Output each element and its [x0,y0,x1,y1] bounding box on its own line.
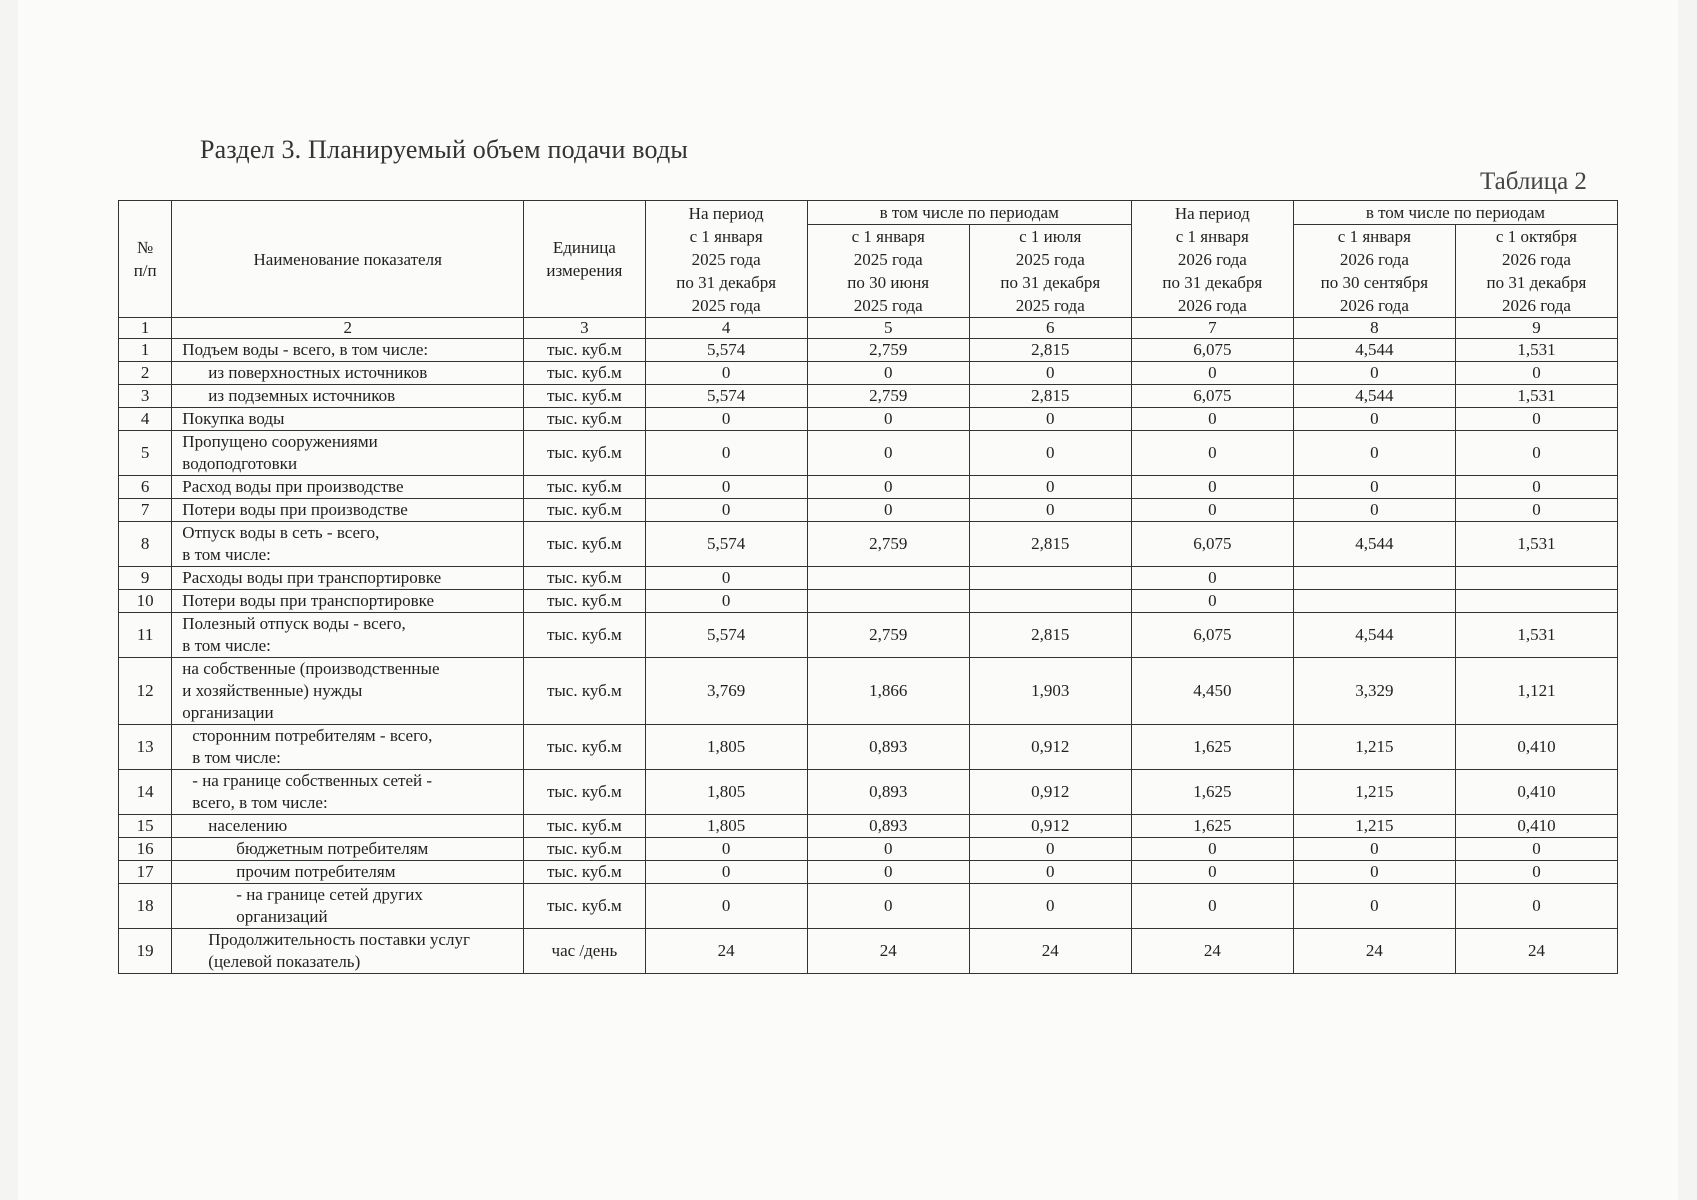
value-cell: 1,805 [645,770,807,815]
value-cell: 0 [807,408,969,431]
table-row [119,339,1618,362]
value-cell: 5,574 [645,385,807,408]
table-row [119,770,1618,815]
value-cell: 1,903 [969,658,1131,725]
table-row [119,658,1618,725]
value-cell: 4,544 [1293,613,1455,658]
value-cell: 0 [1131,476,1293,499]
table-row [119,884,1618,929]
water-supply-table [118,200,1618,974]
value-cell: 2,759 [807,385,969,408]
value-cell: 6,075 [1131,339,1293,362]
value-cell: 4,544 [1293,339,1455,362]
unit-cell: тыс. куб.м [524,567,646,590]
value-cell: 0 [1293,362,1455,385]
row-number: 6 [119,476,172,499]
value-cell: 1,531 [1455,385,1617,408]
value-cell: 2,815 [969,613,1131,658]
value-cell: 0 [969,884,1131,929]
row-number: 7 [119,499,172,522]
value-cell: 0 [645,431,807,476]
column-number: 9 [1455,318,1617,339]
value-cell: 0 [1293,884,1455,929]
table-row [119,385,1618,408]
unit-cell: тыс. куб.м [524,522,646,567]
table-row [119,431,1618,476]
indicator-name: Подъем воды - всего, в том числе: [172,339,524,362]
indicator-name: прочим потребителям [172,861,524,884]
value-cell: 0 [645,362,807,385]
value-cell: 5,574 [645,613,807,658]
indicator-name: Продолжительность поставки услуг (целевой показатель) [172,929,524,974]
row-number: 15 [119,815,172,838]
header-h1-2026: с 1 января 2026 года по 30 сентября 2026 года [1293,225,1455,318]
header-num: № п/п [119,201,172,318]
header-h2-2025: с 1 июля 2025 года по 31 декабря 2025 года [969,225,1131,318]
row-number: 19 [119,929,172,974]
unit-cell: тыс. куб.м [524,838,646,861]
value-cell: 0 [645,499,807,522]
indicator-name: - на границе сетей других организаций [172,884,524,929]
value-cell: 0 [1293,861,1455,884]
value-cell: 3,329 [1293,658,1455,725]
value-cell [969,567,1131,590]
value-cell: 0 [807,476,969,499]
value-cell: 0 [1455,884,1617,929]
value-cell [1293,567,1455,590]
indicator-name: Отпуск воды в сеть - всего, в том числе: [172,522,524,567]
value-cell: 3,769 [645,658,807,725]
indicator-name: из поверхностных источников [172,362,524,385]
value-cell: 0 [1293,476,1455,499]
value-cell: 1,625 [1131,815,1293,838]
unit-cell: тыс. куб.м [524,499,646,522]
value-cell [807,590,969,613]
value-cell: 0 [807,884,969,929]
unit-cell: тыс. куб.м [524,725,646,770]
value-cell: 4,544 [1293,522,1455,567]
value-cell: 1,531 [1455,339,1617,362]
indicator-name: Покупка воды [172,408,524,431]
value-cell: 0 [807,362,969,385]
value-cell: 0,912 [969,770,1131,815]
value-cell: 6,075 [1131,385,1293,408]
value-cell: 0,912 [969,815,1131,838]
value-cell: 0 [1131,431,1293,476]
row-number: 2 [119,362,172,385]
value-cell: 0 [1293,408,1455,431]
unit-cell: тыс. куб.м [524,362,646,385]
indicator-name: Расход воды при производстве [172,476,524,499]
row-number: 18 [119,884,172,929]
indicator-name: - на границе собственных сетей - всего, в том числе: [172,770,524,815]
value-cell: 4,544 [1293,385,1455,408]
value-cell: 1,866 [807,658,969,725]
value-cell: 0 [1131,408,1293,431]
row-number: 10 [119,590,172,613]
value-cell: 2,759 [807,613,969,658]
row-number: 14 [119,770,172,815]
value-cell: 0,893 [807,725,969,770]
value-cell: 4,450 [1131,658,1293,725]
indicator-name: Полезный отпуск воды - всего, в том числе: [172,613,524,658]
column-number: 2 [172,318,524,339]
column-number: 7 [1131,318,1293,339]
unit-cell: тыс. куб.м [524,408,646,431]
table-row [119,929,1618,974]
value-cell: 1,215 [1293,815,1455,838]
value-cell: 2,815 [969,385,1131,408]
value-cell: 0 [969,838,1131,861]
indicator-name: бюджетным потребителям [172,838,524,861]
value-cell: 1,805 [645,725,807,770]
value-cell: 0 [645,476,807,499]
header-row-1 [119,201,1618,225]
column-number: 8 [1293,318,1455,339]
value-cell: 0 [645,861,807,884]
value-cell [1455,567,1617,590]
row-number: 11 [119,613,172,658]
value-cell: 24 [645,929,807,974]
unit-cell: тыс. куб.м [524,658,646,725]
unit-cell: тыс. куб.м [524,884,646,929]
unit-cell: тыс. куб.м [524,815,646,838]
value-cell: 24 [1131,929,1293,974]
value-cell: 2,815 [969,339,1131,362]
table-row [119,567,1618,590]
value-cell: 2,759 [807,339,969,362]
indicator-name: сторонним потребителям - всего, в том числе: [172,725,524,770]
row-number: 5 [119,431,172,476]
header-period-2025: На период с 1 января 2025 года по 31 декабря 2025 года [645,201,807,318]
value-cell: 24 [1293,929,1455,974]
table-row [119,522,1618,567]
header-period-2026: На период с 1 января 2026 года по 31 декабря 2026 года [1131,201,1293,318]
row-number: 16 [119,838,172,861]
value-cell: 0 [1455,431,1617,476]
value-cell: 0 [1131,590,1293,613]
value-cell: 0 [969,431,1131,476]
table-row [119,590,1618,613]
value-cell: 0 [807,499,969,522]
table-row [119,838,1618,861]
value-cell: 0 [969,499,1131,522]
indicator-name: Потери воды при производстве [172,499,524,522]
value-cell: 24 [1455,929,1617,974]
value-cell: 0 [1131,567,1293,590]
header-h1-2025: с 1 января 2025 года по 30 июня 2025 года [807,225,969,318]
value-cell: 0 [807,861,969,884]
row-number: 12 [119,658,172,725]
table-row [119,408,1618,431]
header-name: Наименование показателя [172,201,524,318]
value-cell: 0 [1455,499,1617,522]
value-cell: 1,625 [1131,770,1293,815]
value-cell: 0,410 [1455,770,1617,815]
value-cell: 0,912 [969,725,1131,770]
value-cell: 0 [1455,408,1617,431]
value-cell: 0,410 [1455,815,1617,838]
value-cell: 0 [1293,431,1455,476]
value-cell: 24 [969,929,1131,974]
value-cell: 6,075 [1131,613,1293,658]
indicator-name: населению [172,815,524,838]
value-cell [969,590,1131,613]
value-cell: 0 [1455,838,1617,861]
column-number: 4 [645,318,807,339]
value-cell: 1,121 [1455,658,1617,725]
value-cell [1455,590,1617,613]
value-cell [1293,590,1455,613]
value-cell: 0 [1131,838,1293,861]
table-row [119,499,1618,522]
value-cell: 0 [645,567,807,590]
value-cell: 0 [807,838,969,861]
value-cell: 0 [1455,861,1617,884]
value-cell: 0 [1131,362,1293,385]
value-cell: 1,215 [1293,770,1455,815]
value-cell: 0 [969,362,1131,385]
row-number: 17 [119,861,172,884]
table-row [119,476,1618,499]
value-cell: 0 [1455,362,1617,385]
value-cell: 6,075 [1131,522,1293,567]
value-cell: 0 [969,861,1131,884]
unit-cell: час /день [524,929,646,974]
row-number: 13 [119,725,172,770]
row-number: 4 [119,408,172,431]
value-cell: 0,410 [1455,725,1617,770]
table-row [119,725,1618,770]
value-cell: 1,215 [1293,725,1455,770]
column-number: 6 [969,318,1131,339]
value-cell: 1,625 [1131,725,1293,770]
unit-cell: тыс. куб.м [524,431,646,476]
value-cell: 0 [969,408,1131,431]
unit-cell: тыс. куб.м [524,770,646,815]
value-cell: 1,531 [1455,613,1617,658]
row-number: 8 [119,522,172,567]
value-cell: 0 [645,590,807,613]
column-number: 1 [119,318,172,339]
value-cell: 1,531 [1455,522,1617,567]
value-cell [807,567,969,590]
indicator-name: на собственные (производственные и хозяйственные) нужды организации [172,658,524,725]
table-row [119,613,1618,658]
row-number: 3 [119,385,172,408]
indicator-name: из подземных источников [172,385,524,408]
value-cell: 0 [1293,838,1455,861]
value-cell: 1,805 [645,815,807,838]
unit-cell: тыс. куб.м [524,476,646,499]
header-h2-2026: с 1 октября 2026 года по 31 декабря 2026 года [1455,225,1617,318]
value-cell: 0,893 [807,770,969,815]
column-number-row [119,318,1618,339]
table-row [119,861,1618,884]
column-number: 5 [807,318,969,339]
unit-cell: тыс. куб.м [524,590,646,613]
value-cell: 0 [645,408,807,431]
value-cell: 0 [1455,476,1617,499]
row-number: 9 [119,567,172,590]
value-cell: 0 [1131,499,1293,522]
indicator-name: Пропущено сооружениями водоподготовки [172,431,524,476]
header-including-2025: в том числе по периодам [807,201,1131,225]
value-cell: 5,574 [645,522,807,567]
value-cell: 0 [645,884,807,929]
indicator-name: Расходы воды при транспортировке [172,567,524,590]
value-cell: 0 [1131,884,1293,929]
row-number: 1 [119,339,172,362]
table-row [119,362,1618,385]
value-cell: 0 [1131,861,1293,884]
indicator-name: Потери воды при транспортировке [172,590,524,613]
value-cell: 2,815 [969,522,1131,567]
value-cell: 5,574 [645,339,807,362]
unit-cell: тыс. куб.м [524,339,646,362]
value-cell: 0 [807,431,969,476]
value-cell: 24 [807,929,969,974]
section-title: Раздел 3. Планируемый объем подачи воды [200,135,689,164]
value-cell: 0 [969,476,1131,499]
value-cell: 0,893 [807,815,969,838]
column-number: 3 [524,318,646,339]
unit-cell: тыс. куб.м [524,861,646,884]
header-including-2026: в том числе по периодам [1293,201,1617,225]
header-unit: Единица измерения [524,201,646,318]
unit-cell: тыс. куб.м [524,613,646,658]
unit-cell: тыс. куб.м [524,385,646,408]
table-label: Таблица 2 [1480,168,1587,195]
table-row [119,815,1618,838]
value-cell: 0 [1293,499,1455,522]
value-cell: 2,759 [807,522,969,567]
value-cell: 0 [645,838,807,861]
